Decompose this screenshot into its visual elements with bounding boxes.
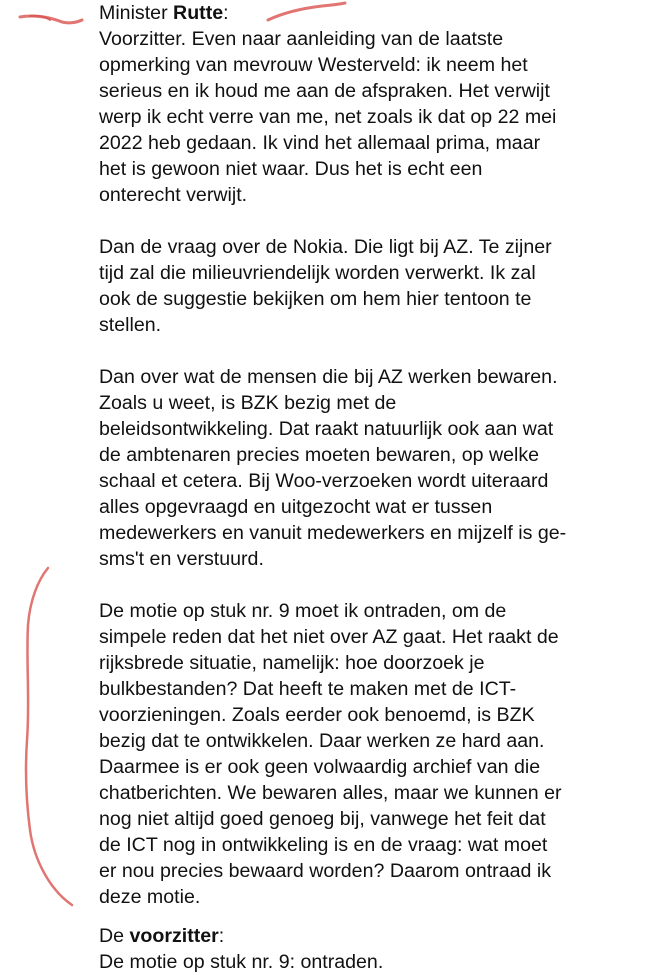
speaker-line-voorzitter xyxy=(99,923,644,949)
paragraph-nokia: Dan de vraag over de Nokia. Die ligt bij AZ. Te zijner tijd zal die milieuvriendelijk worden verwerkt. Ik zal ook de suggestie bekijken om hem hier tentoon te stellen. xyxy=(99,236,552,336)
speaker-suffix: : xyxy=(223,2,229,24)
speaker-name: Rutte xyxy=(173,2,224,24)
red-underline-left xyxy=(20,16,82,23)
paragraph-motie: De motie op stuk nr. 9 moet ik ontraden, om de simpele reden dat het niet over AZ gaat. Het raakt de rijksbrede situatie, namelijk: hoe doorzoek je bulkbestanden? Dat heeft te maken met de ICT- voorzieningen. Zoals eerder ook benoemd, is BZK bezig dat te ontwikkelen. Daar werken ze hard aan. Daarmee is er ook geen volwaardig archief van die chatberichten. We bewaren alles, maar we kunnen er nog niet altijd goed genoeg bij, vanwege het feit dat de ICT nog in ontwikkeling is en de vraag: wat moet er nou precies bewaard worden? Daarom ontraad ik deze motie. xyxy=(99,600,562,908)
speaker-prefix: Minister xyxy=(99,2,174,24)
paragraph-reply: Voorzitter. Even naar aanleiding van de laatste opmerking van mevrouw Westerveld: ik neem het serieus en ik houd me aan de afspraken. Het verwijt werp ik echt verre van me, net zoals ik dat op 22 mei 2022 heb gedaan. Ik vind het allemaal prima, maar het is gewoon niet waar. Dus het is echt een onterecht verwijt. xyxy=(99,28,557,206)
speaker-suffix: : xyxy=(218,925,225,947)
speaker-prefix: De xyxy=(99,925,130,947)
paragraph-az-bewaren: Dan over wat de mensen die bij AZ werken bewaren. Zoals u weet, is BZK bezig met de beleidsontwikkeling. Dat raakt natuurlijk ook aan wat de ambtenaren precies moeten bewaren, op welke schaal et cetera. Bij Woo-verzoeken wordt uiteraard alles opgevraagd en uitgezocht wat er tussen medewerkers en vanuit medewerkers en mijzelf is ge- sms't en verstuurd. xyxy=(99,366,567,570)
red-underline-left-tail xyxy=(30,16,50,20)
transcript xyxy=(99,0,644,975)
red-bracket-mark xyxy=(26,568,72,905)
speaker-line-rutte xyxy=(99,0,644,26)
speaker-name: voorzitter xyxy=(129,925,219,947)
paragraph-closing: De motie op stuk nr. 9: ontraden. xyxy=(99,951,384,973)
